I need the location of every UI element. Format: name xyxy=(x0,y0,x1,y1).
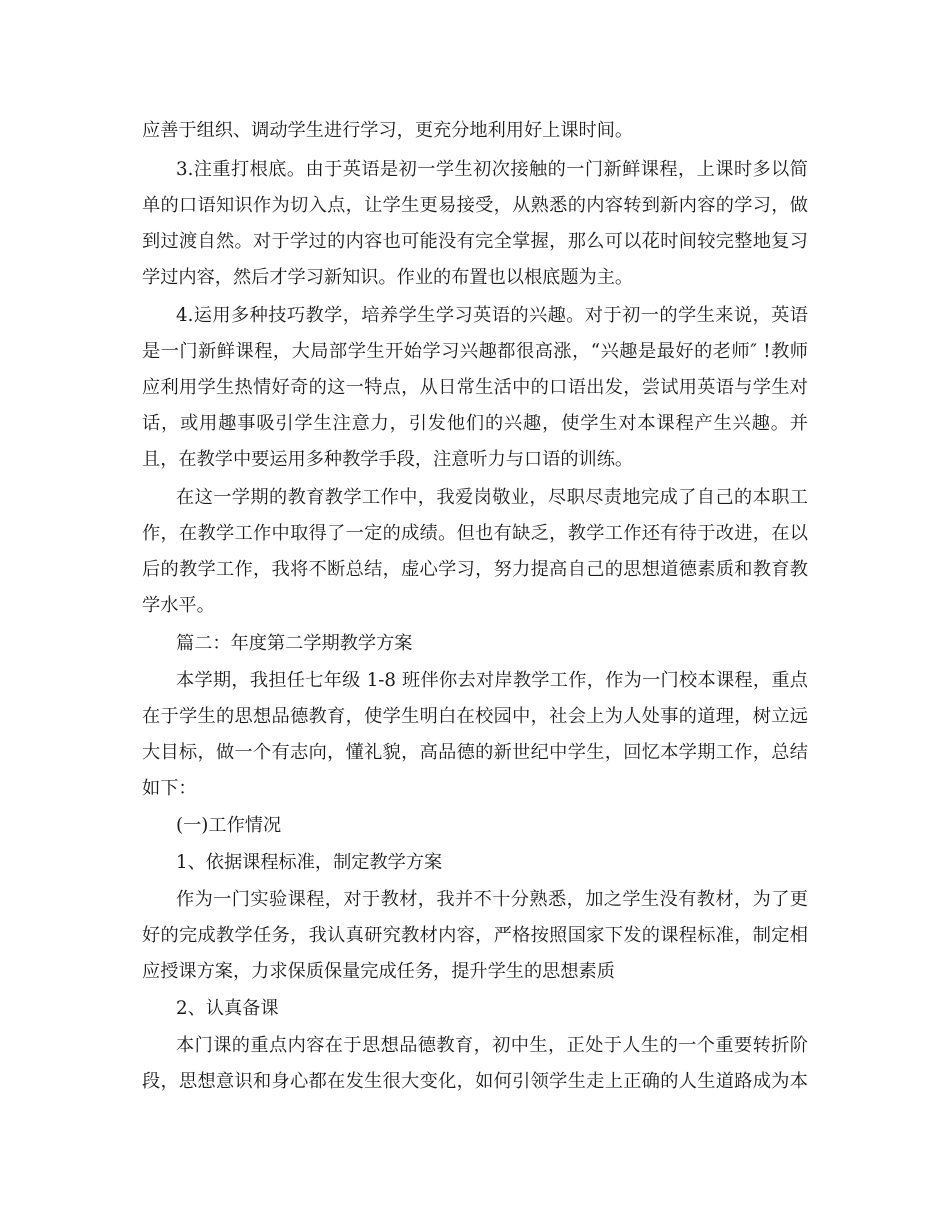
text-line: 本门课的重点内容在于思想品德教育，初中生，正处于人生的一个重要转折阶 xyxy=(176,1035,808,1056)
text-line: 作，在教学工作中取得了一定的成绩。但也有缺乏，教学工作还有待于改进，在以 xyxy=(142,523,808,544)
section-heading: 篇二：年度第二学期教学方案 xyxy=(176,633,413,654)
text-line: 应授课方案，力求保质保量完成任务，提升学生的思想素质 xyxy=(142,961,615,982)
text-line: 是一门新鲜课程，大局部学生开始学习兴趣都很高涨，“兴趣是最好的老师″ !教师 xyxy=(142,341,808,362)
text-line: 3.注重打根底。由于英语是初一学生初次接触的一门新鲜课程，上课时多以简 xyxy=(176,159,808,180)
text-line: 作为一门实验课程，对于教材，我并不十分熟悉，加之学生没有教材，为了更 xyxy=(176,889,808,910)
text-line: 在这一学期的教育教学工作中，我爱岗敬业，尽职尽责地完成了自己的本职工 xyxy=(176,487,808,508)
text-line: 话，或用趣事吸引学生注意力，引发他们的兴趣，使学生对本课程产生兴趣。并 xyxy=(142,413,808,434)
subsection-heading: (一)工作情况 xyxy=(176,815,282,836)
subsection-heading: 2、认真备课 xyxy=(176,998,279,1019)
text-line: 段，思想意识和身心都在发生很大变化，如何引领学生走上正确的人生道路成为本 xyxy=(142,1071,808,1092)
text-line: 到过渡自然。对于学过的内容也可能没有完全掌握，那么可以花时间较完整地复习 xyxy=(142,231,808,252)
text-line: 后的教学工作，我将不断总结，虚心学习，努力提高自己的思想道德素质和教育教 xyxy=(142,559,808,580)
text-line: 学过内容，然后才学习新知识。作业的布置也以根底题为主。 xyxy=(142,267,634,288)
text-line: 单的口语知识作为切入点，让学生更易接受，从熟悉的内容转到新内容的学习，做 xyxy=(142,195,808,216)
text-line: 4.运用多种技巧教学，培养学生学习英语的兴趣。对于初一的学生来说，英语 xyxy=(176,305,808,326)
text-line: 如下： xyxy=(142,778,197,799)
text-line: 学水平。 xyxy=(142,595,215,616)
text-line: 大目标，做一个有志向，懂礼貌，高品德的新世纪中学生，回忆本学期工作，总结 xyxy=(142,742,808,763)
text-line: 应利用学生热情好奇的这一特点，从日常生活中的口语出发，尝试用英语与学生对 xyxy=(142,377,808,398)
text-line: 好的完成教学任务，我认真研究教材内容，严格按照国家下发的课程标准，制定相 xyxy=(142,925,808,946)
text-line: 本学期，我担任七年级 1-8 班伴你去对岸教学工作，作为一门校本课程，重点 xyxy=(176,670,808,691)
text-line: 在于学生的思想品德教育，使学生明白在校园中，社会上为人处事的道理，树立远 xyxy=(142,706,808,727)
subsection-heading: 1、依据课程标准，制定教学方案 xyxy=(176,852,443,873)
text-line: 应善于组织、调动学生进行学习，更充分地利用好上课时间。 xyxy=(142,120,634,141)
text-line: 且，在教学中要运用多种教学手段，注意听力与口语的训练。 xyxy=(142,449,634,470)
